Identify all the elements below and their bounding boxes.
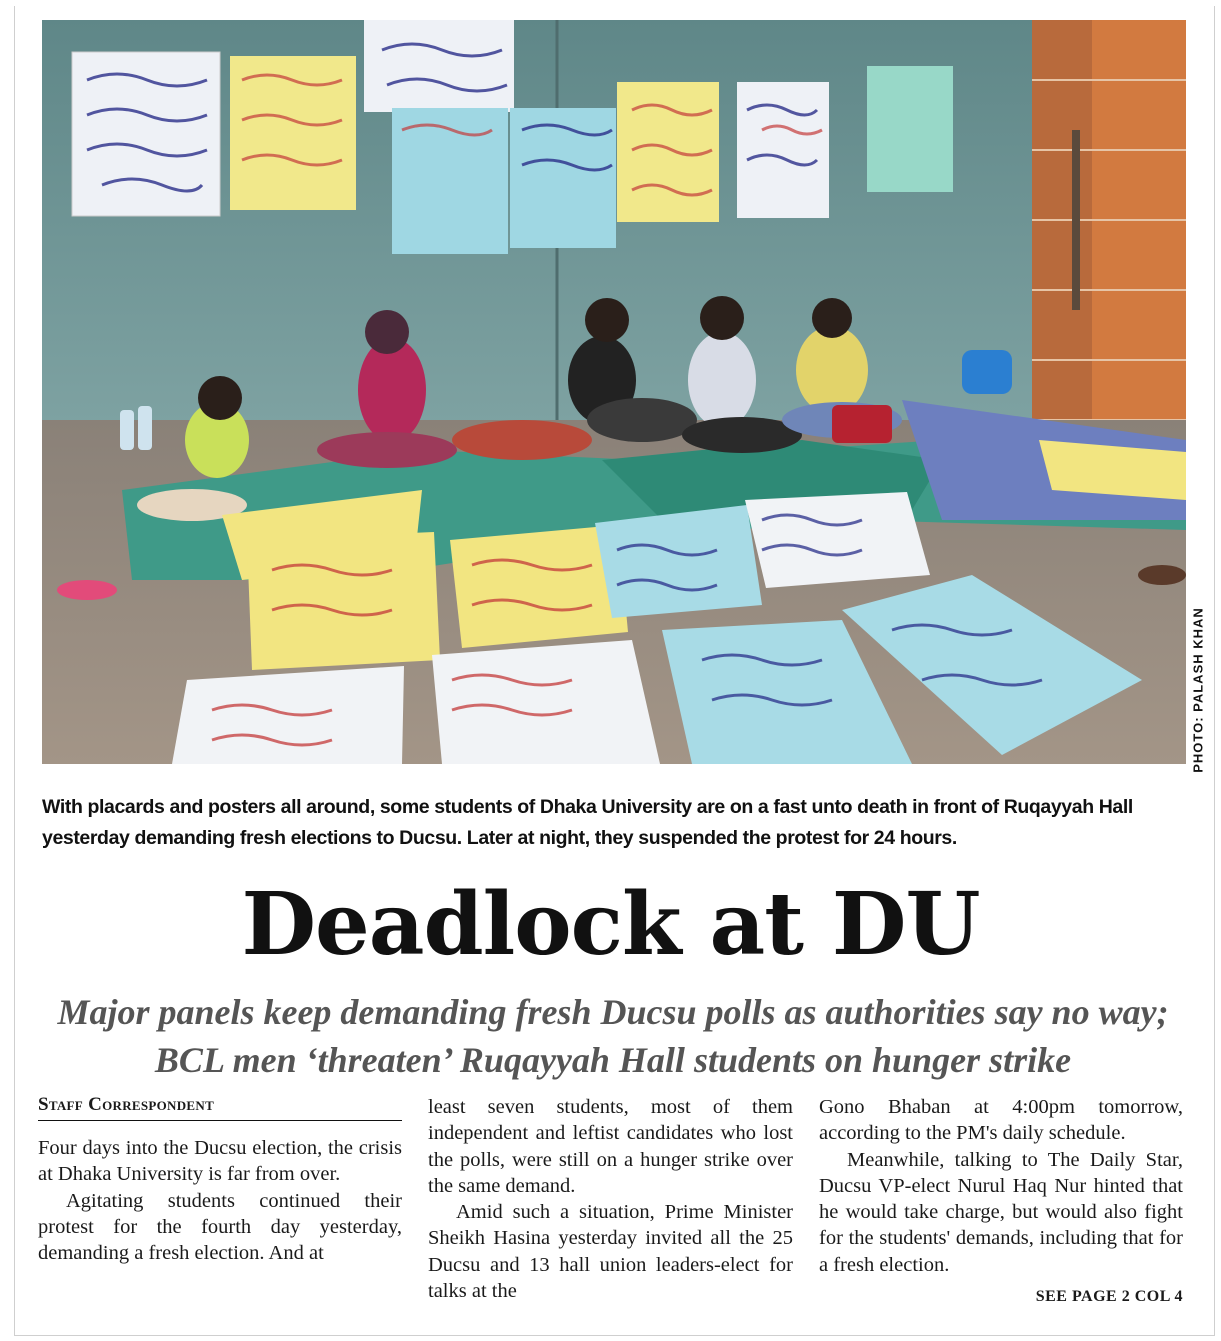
paragraph: Meanwhile, talking to The Daily Star, Ducsu VP-elect Nurul Haq Nur hinted that he would take charge, but would also fight for the students' demands, including that for a fresh election. [819,1148,1183,1276]
headline: Deadlock at DU [241,874,980,975]
paragraph: Agitating students continued their protest for the fourth day yesterday, demanding a fresh election. And at [38,1189,402,1265]
deck-subheadline: Major panels keep demanding fresh Ducsu polls as authorities say no way; BCL men ‘threaten’ Ruqayyah Hall students on hunger strike [57,992,1169,1080]
article-column-3 [819,1094,1183,1310]
article-column-1 [38,1094,402,1266]
protest-photo [42,20,1186,764]
paragraph: Amid such a situation, Prime Minister Sheikh Hasina yesterday invited all the 25 Ducsu and 13 hall union leaders-elect for talks at the [428,1201,793,1303]
paragraph: least seven students, most of them independent and leftist candidates who lost the polls, were still on a hunger strike over the same demand. [428,1096,793,1197]
byline: Staff Correspondent [38,1094,402,1121]
photo-caption: With placards and posters all around, some students of Dhaka University are on a fast unto death in front of Ruqayyah Hall yesterday demanding fresh elections to Ducsu. Later at night, they suspended the protest for 24 hours. [42,796,1133,849]
paragraph: Four days into the Ducsu election, the crisis at Dhaka University is far from over. [38,1137,402,1186]
article-column-2 [428,1094,793,1304]
paragraph: Gono Bhaban at 4:00pm tomorrow, according to the PM's daily schedule. [819,1096,1183,1145]
continued-on-link[interactable]: SEE PAGE 2 COL 4 [1035,1288,1183,1306]
photo-credit: PHOTO: PALASH KHAN [1190,607,1206,773]
